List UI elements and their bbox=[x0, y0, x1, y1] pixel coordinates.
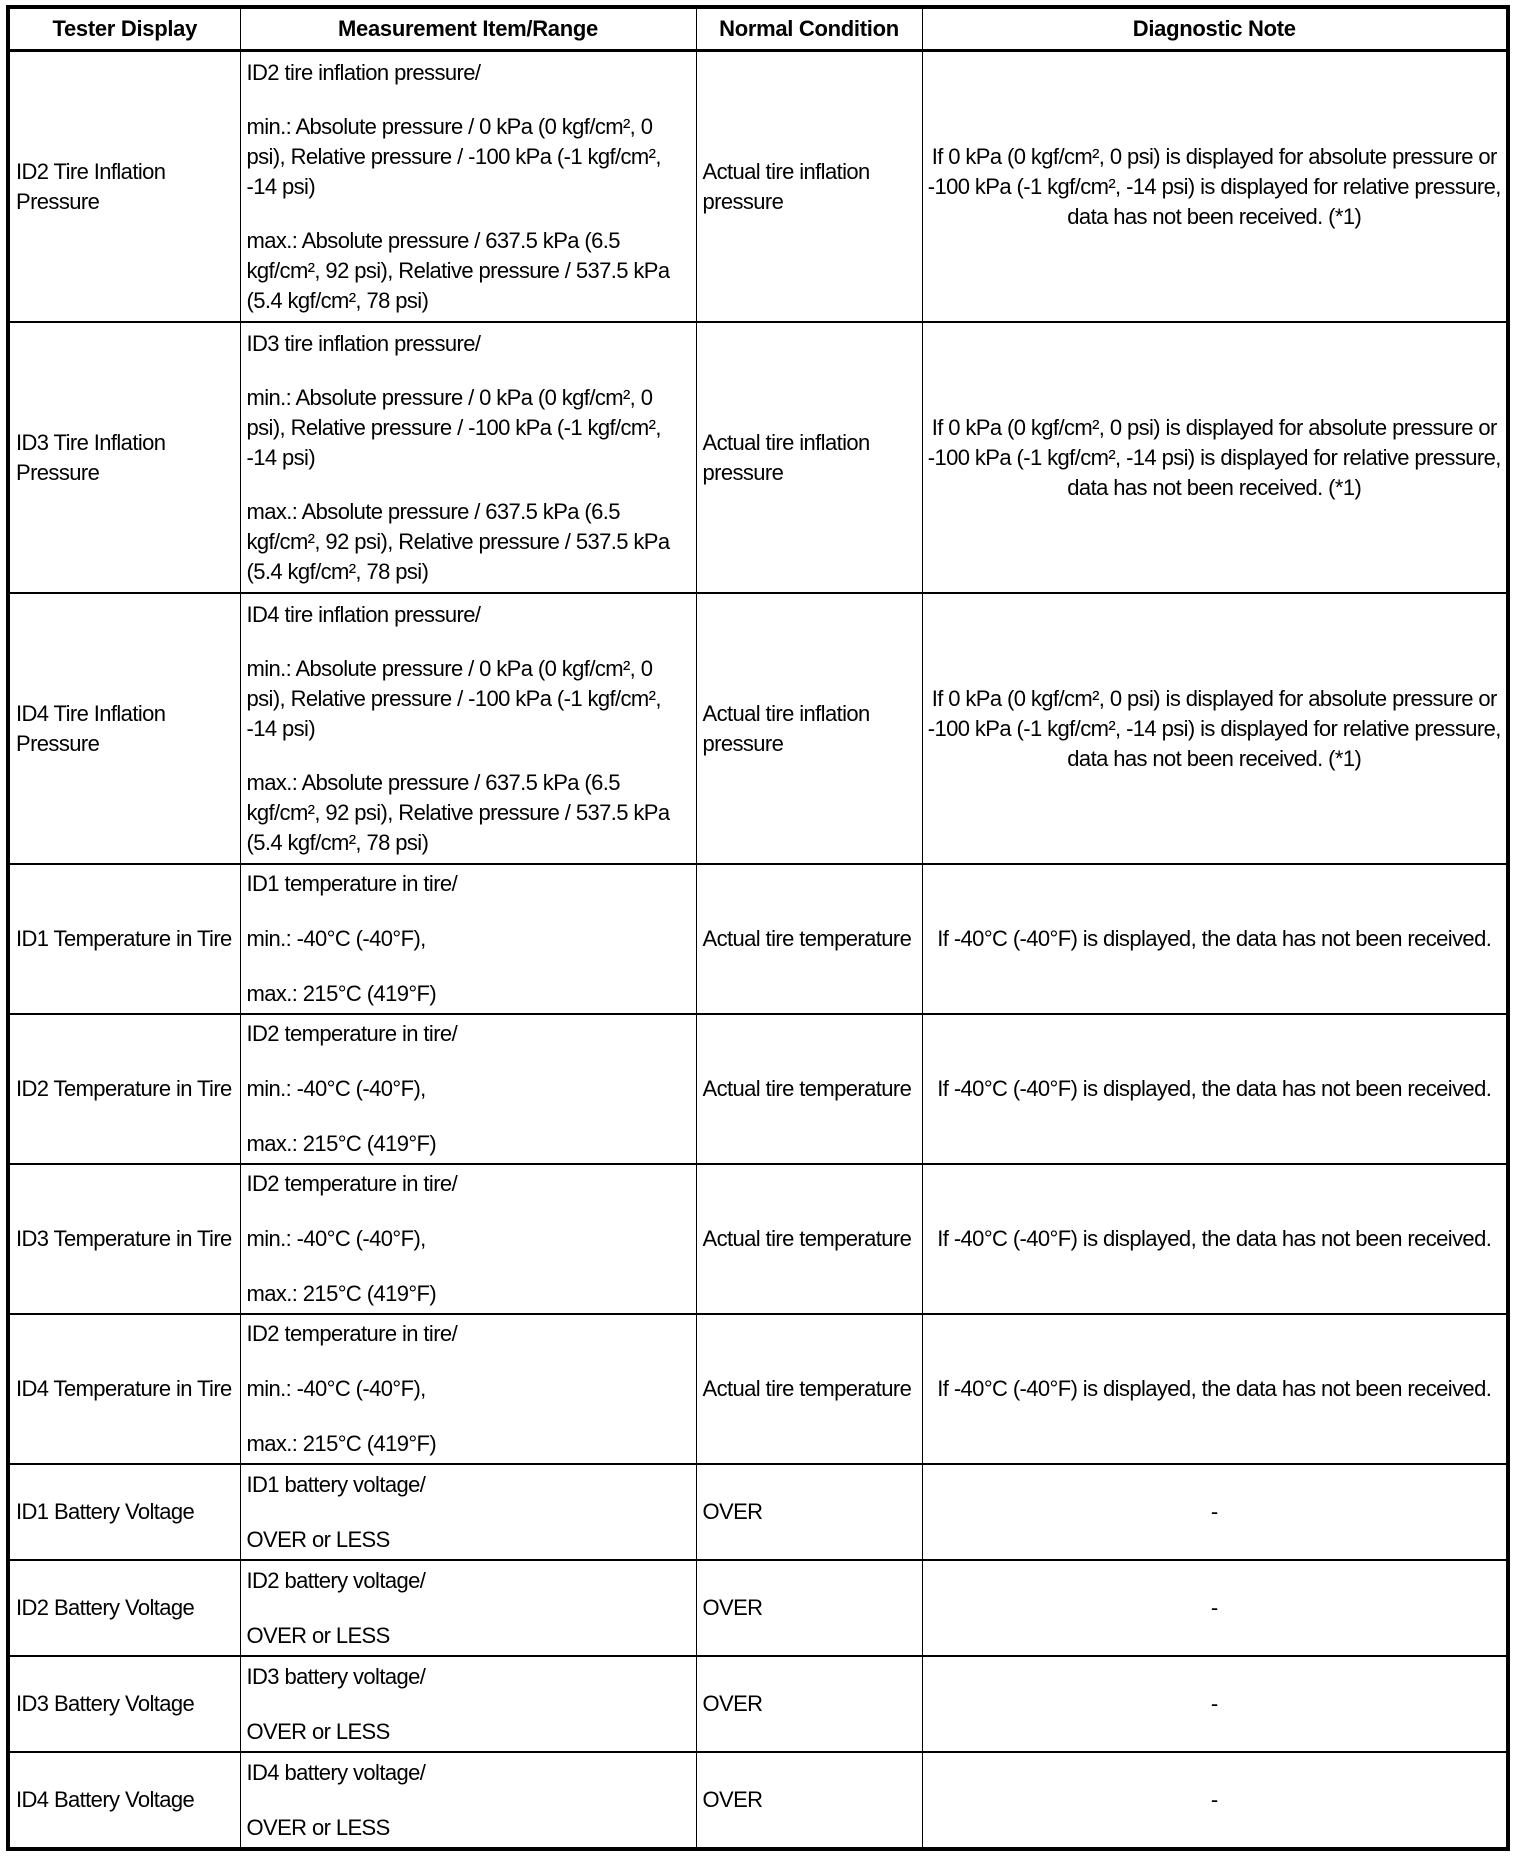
range-line: max.: Absolute pressure / 637.5 kPa (6.5 kgf/cm², 92 psi), Relative pressure / 537.5 kPa (5.4 kgf/cm², 78 psi) bbox=[246, 227, 670, 313]
measurement-range-cell bbox=[240, 1464, 696, 1560]
paragraph-gap bbox=[247, 744, 690, 768]
table-row bbox=[8, 1314, 1508, 1464]
range-line: ID4 battery voltage/ bbox=[246, 1759, 426, 1785]
paragraph-gap bbox=[247, 473, 690, 497]
normal-condition-cell: Actual tire temperature bbox=[696, 1164, 922, 1314]
header-row bbox=[8, 7, 1508, 51]
diagnostic-note-cell: If -40°C (-40°F) is displayed, the data has not been received. bbox=[922, 1314, 1508, 1464]
table-row bbox=[8, 1656, 1508, 1752]
diagnostic-note-cell: If -40°C (-40°F) is displayed, the data has not been received. bbox=[922, 1014, 1508, 1164]
range-line: min.: -40°C (-40°F), bbox=[246, 1226, 426, 1251]
paragraph-gap bbox=[247, 1788, 690, 1813]
normal-condition-cell: Actual tire temperature bbox=[696, 1014, 922, 1164]
paragraph-gap bbox=[247, 954, 690, 979]
paragraph-gap bbox=[247, 202, 690, 226]
normal-condition-cell: Actual tire inflation pressure bbox=[696, 322, 922, 593]
normal-condition-cell: OVER bbox=[696, 1560, 922, 1656]
paragraph-gap bbox=[247, 1500, 690, 1525]
normal-condition-cell: OVER bbox=[696, 1752, 922, 1849]
diagnostic-note-cell: - bbox=[922, 1656, 1508, 1752]
diagnostic-note-cell: If -40°C (-40°F) is displayed, the data has not been received. bbox=[922, 864, 1508, 1014]
table-row bbox=[8, 1014, 1508, 1164]
normal-condition-cell: OVER bbox=[696, 1656, 922, 1752]
range-line: OVER or LESS bbox=[246, 1718, 390, 1744]
diagnostic-note-cell: - bbox=[922, 1752, 1508, 1849]
measurement-range-cell bbox=[240, 1752, 696, 1849]
range-line: ID1 battery voltage/ bbox=[246, 1471, 426, 1497]
diagnostic-note-cell: If 0 kPa (0 kgf/cm², 0 psi) is displayed for absolute pressure or -100 kPa (-1 kgf/cm², -14 psi) is displayed for relative pressure, data has not been received. (*1) bbox=[922, 593, 1508, 864]
tester-display-cell: ID4 Tire Inflation Pressure bbox=[8, 593, 240, 864]
tester-display-cell: ID3 Battery Voltage bbox=[8, 1656, 240, 1752]
paragraph-gap bbox=[247, 1404, 690, 1429]
range-line: ID2 temperature in tire/ bbox=[246, 1171, 458, 1196]
range-line: ID2 battery voltage/ bbox=[246, 1567, 426, 1593]
range-line: max.: Absolute pressure / 637.5 kPa (6.5 kgf/cm², 92 psi), Relative pressure / 537.5 kPa (5.4 kgf/cm², 78 psi) bbox=[246, 769, 670, 855]
range-line: max.: 215°C (419°F) bbox=[246, 981, 437, 1006]
range-line: min.: -40°C (-40°F), bbox=[246, 926, 426, 951]
range-line: min.: -40°C (-40°F), bbox=[246, 1376, 426, 1401]
paragraph-gap bbox=[247, 630, 690, 654]
measurement-range-cell bbox=[240, 864, 696, 1014]
table-row bbox=[8, 864, 1508, 1014]
range-line: min.: -40°C (-40°F), bbox=[246, 1076, 426, 1101]
diagnostic-note-cell: If 0 kPa (0 kgf/cm², 0 psi) is displayed for absolute pressure or -100 kPa (-1 kgf/cm², -14 psi) is displayed for relative pressure, data has not been received. (*1) bbox=[922, 51, 1508, 323]
table-row bbox=[8, 322, 1508, 593]
range-line: min.: Absolute pressure / 0 kPa (0 kgf/cm², 0 psi), Relative pressure / -100 kPa (-1 kgf/cm², -14 psi) bbox=[246, 384, 661, 470]
paragraph-gap bbox=[247, 1254, 690, 1279]
range-line: ID3 battery voltage/ bbox=[246, 1663, 426, 1689]
measurement-range-cell bbox=[240, 1560, 696, 1656]
range-line: ID4 tire inflation pressure/ bbox=[246, 601, 481, 627]
header-measurement-item-range: Measurement Item/Range bbox=[240, 7, 696, 51]
table-row bbox=[8, 593, 1508, 864]
normal-condition-cell: Actual tire inflation pressure bbox=[696, 593, 922, 864]
paragraph-gap bbox=[247, 1049, 690, 1074]
table-row bbox=[8, 51, 1508, 323]
table-row bbox=[8, 1164, 1508, 1314]
tester-display-cell: ID3 Tire Inflation Pressure bbox=[8, 322, 240, 593]
table-row bbox=[8, 1464, 1508, 1560]
range-line: min.: Absolute pressure / 0 kPa (0 kgf/cm², 0 psi), Relative pressure / -100 kPa (-1 kgf/cm², -14 psi) bbox=[246, 655, 661, 741]
tester-display-cell: ID1 Battery Voltage bbox=[8, 1464, 240, 1560]
tester-display-cell: ID2 Temperature in Tire bbox=[8, 1014, 240, 1164]
range-line: max.: 215°C (419°F) bbox=[246, 1131, 437, 1156]
measurement-range-cell bbox=[240, 1314, 696, 1464]
paragraph-gap bbox=[247, 899, 690, 924]
tester-display-cell: ID1 Temperature in Tire bbox=[8, 864, 240, 1014]
paragraph-gap bbox=[247, 359, 690, 383]
range-line: ID2 temperature in tire/ bbox=[246, 1021, 458, 1046]
range-line: ID3 tire inflation pressure/ bbox=[246, 330, 481, 356]
paragraph-gap bbox=[247, 1692, 690, 1717]
range-line: OVER or LESS bbox=[246, 1526, 390, 1552]
paragraph-gap bbox=[247, 1596, 690, 1621]
range-line: min.: Absolute pressure / 0 kPa (0 kgf/cm², 0 psi), Relative pressure / -100 kPa (-1 kgf/cm², -14 psi) bbox=[246, 113, 661, 199]
tester-display-cell: ID3 Temperature in Tire bbox=[8, 1164, 240, 1314]
range-line: ID2 tire inflation pressure/ bbox=[246, 59, 481, 85]
paragraph-gap bbox=[247, 1104, 690, 1129]
tester-display-cell: ID2 Battery Voltage bbox=[8, 1560, 240, 1656]
normal-condition-cell: Actual tire temperature bbox=[696, 1314, 922, 1464]
tester-display-cell: ID2 Tire Inflation Pressure bbox=[8, 51, 240, 323]
range-line: OVER or LESS bbox=[246, 1622, 390, 1648]
range-line: ID1 temperature in tire/ bbox=[246, 871, 458, 896]
range-line: OVER or LESS bbox=[246, 1814, 390, 1840]
measurement-range-cell bbox=[240, 1014, 696, 1164]
normal-condition-cell: Actual tire inflation pressure bbox=[696, 51, 922, 323]
normal-condition-cell: Actual tire temperature bbox=[696, 864, 922, 1014]
diagnostic-note-cell: If -40°C (-40°F) is displayed, the data has not been received. bbox=[922, 1164, 1508, 1314]
paragraph-gap bbox=[247, 1199, 690, 1224]
diagnostic-note-cell: If 0 kPa (0 kgf/cm², 0 psi) is displayed for absolute pressure or -100 kPa (-1 kgf/cm², -14 psi) is displayed for relative pressure, data has not been received. (*1) bbox=[922, 322, 1508, 593]
measurement-range-cell bbox=[240, 1164, 696, 1314]
measurement-range-cell bbox=[240, 593, 696, 864]
range-line: max.: 215°C (419°F) bbox=[246, 1431, 437, 1456]
data-list-table bbox=[6, 5, 1510, 1851]
measurement-range-cell bbox=[240, 51, 696, 323]
table-row bbox=[8, 1752, 1508, 1849]
paragraph-gap bbox=[247, 88, 690, 112]
range-line: max.: 215°C (419°F) bbox=[246, 1281, 437, 1306]
measurement-range-cell bbox=[240, 1656, 696, 1752]
tester-display-cell: ID4 Temperature in Tire bbox=[8, 1314, 240, 1464]
normal-condition-cell: OVER bbox=[696, 1464, 922, 1560]
measurement-range-cell bbox=[240, 322, 696, 593]
diagnostic-note-cell: - bbox=[922, 1464, 1508, 1560]
paragraph-gap bbox=[247, 1349, 690, 1374]
range-line: max.: Absolute pressure / 637.5 kPa (6.5 kgf/cm², 92 psi), Relative pressure / 537.5 kPa (5.4 kgf/cm², 78 psi) bbox=[246, 498, 670, 584]
header-diagnostic-note: Diagnostic Note bbox=[922, 7, 1508, 51]
header-tester-display: Tester Display bbox=[8, 7, 240, 51]
tester-display-cell: ID4 Battery Voltage bbox=[8, 1752, 240, 1849]
table-row bbox=[8, 1560, 1508, 1656]
diagnostic-note-cell: - bbox=[922, 1560, 1508, 1656]
header-normal-condition: Normal Condition bbox=[696, 7, 922, 51]
range-line: ID2 temperature in tire/ bbox=[246, 1321, 458, 1346]
